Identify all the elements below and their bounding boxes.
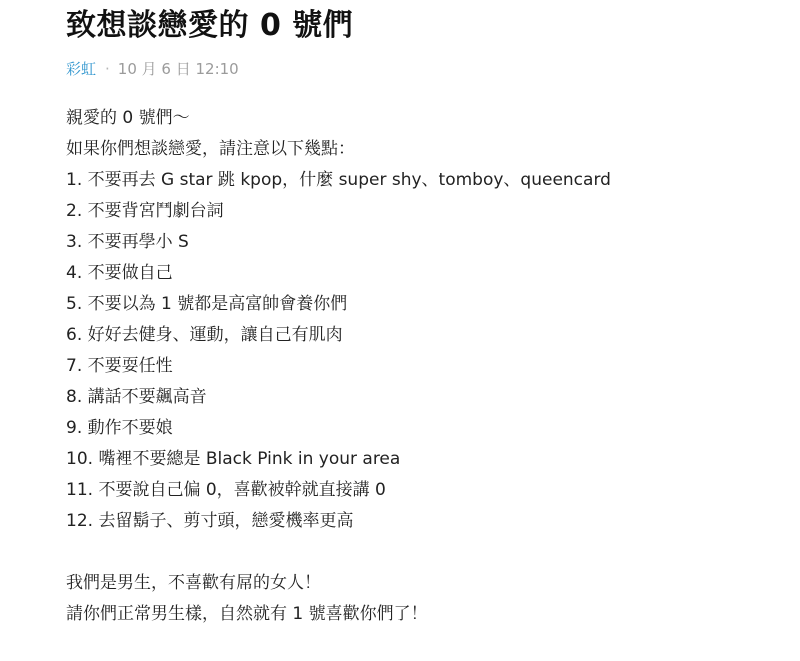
body-line: 4. 不要做自己 xyxy=(66,263,173,283)
post-body xyxy=(66,103,800,630)
body-line: 9. 動作不要娘 xyxy=(66,418,173,438)
body-line: 2. 不要背宮鬥劇台詞 xyxy=(66,201,224,221)
body-line: 請你們正常男生樣，自然就有 1 號喜歡你們了！ xyxy=(66,604,428,624)
body-line: 如果你們想談戀愛，請注意以下幾點： xyxy=(66,139,355,159)
meta-separator: · xyxy=(105,60,110,78)
body-line: 1. 不要再去 G star 跳 kpop，什麼 super shy、tomboy、queencard xyxy=(66,170,611,190)
body-line: 5. 不要以為 1 號都是高富帥會養你們 xyxy=(66,294,348,314)
body-line: 8. 講話不要飆高音 xyxy=(66,387,207,407)
body-line: 11. 不要說自己偏 0，喜歡被幹就直接講 0 xyxy=(66,480,386,500)
post-meta xyxy=(66,57,800,81)
author-link[interactable]: 彩虹 xyxy=(66,60,97,78)
body-line: 6. 好好去健身、運動，讓自己有肌肉 xyxy=(66,325,343,345)
body-line: 我們是男生，不喜歡有屌的女人！ xyxy=(66,573,321,593)
blank-line xyxy=(66,537,800,568)
body-line: 親愛的 0 號們～ xyxy=(66,108,190,128)
body-line: 12. 去留鬍子、剪寸頭，戀愛機率更高 xyxy=(66,511,354,531)
post-title: 致想談戀愛的 0 號們 xyxy=(66,8,354,43)
body-line: 7. 不要耍任性 xyxy=(66,356,173,376)
body-line: 10. 嘴裡不要總是 Black Pink in your area xyxy=(66,449,401,469)
post-date: 10 月 6 日 12:10 xyxy=(117,60,239,78)
body-line: 3. 不要再學小 S xyxy=(66,232,189,252)
